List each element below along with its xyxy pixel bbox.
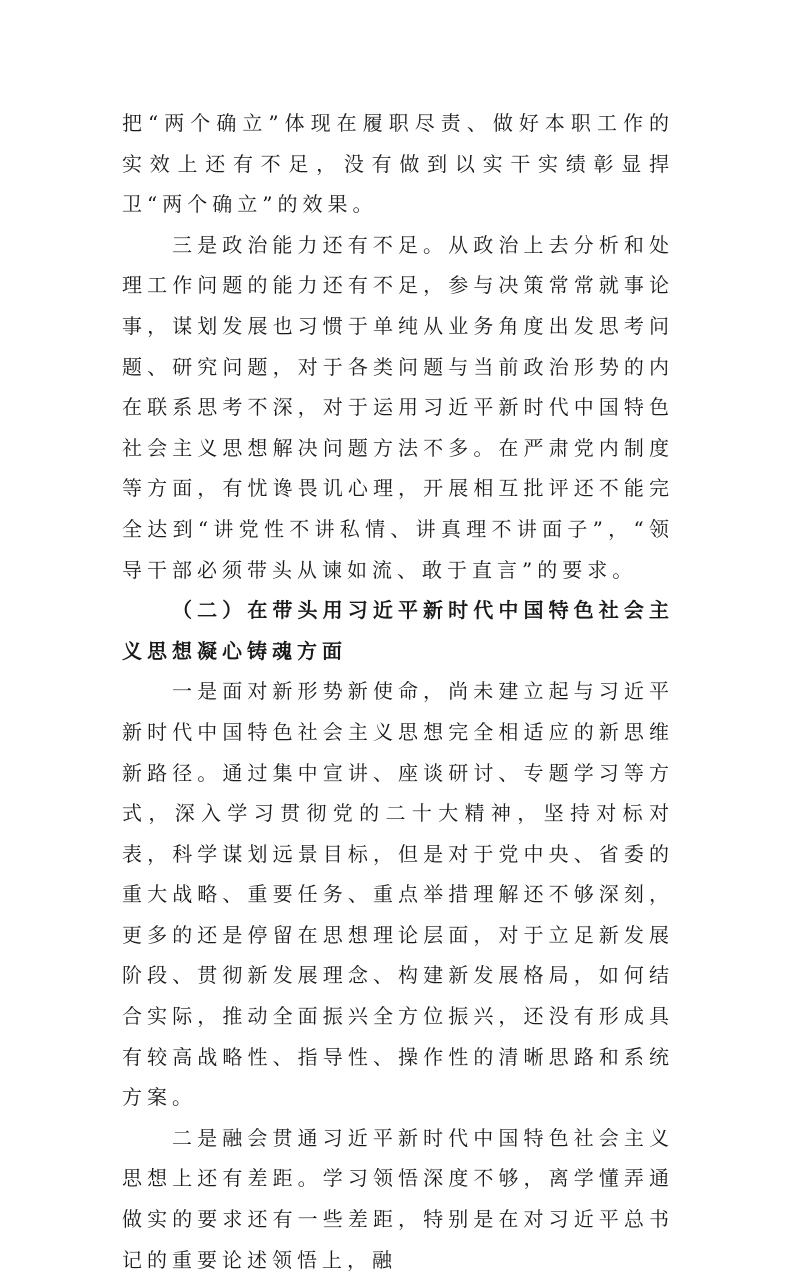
- paragraph-continuation: 把“两个确立”体现在履职尽责、做好本职工作的实效上还有不足，没有做到以实干实绩彰显捍卫“两个确立”的效果。: [122, 111, 674, 217]
- paragraph-political-capacity: 三是政治能力还有不足。从政治上去分析和处理工作问题的能力还有不足，参与决策常常就事论事，谋划发展也习惯于单纯从业务角度出发思考问题、研究问题，对于各类问题与当前政治形势的内在联系思考不深，对于运用习近平新时代中国特色社会主义思想解决问题方法不多。在严肃党内制度等方面，有忧谗畏讥心理，开展相互批评还不能完全达到“讲党性不讲私情、讲真理不讲面子”，“领导干部必须带头从谏如流、敢于直言”的要求。: [122, 232, 674, 582]
- paragraph-integration-gap: 二是融会贯通习近平新时代中国特色社会主义思想上还有差距。学习领悟深度不够，离学懂弄通做实的要求还有一些差距，特别是在对习近平总书记的重要论述领悟上，融: [122, 1125, 674, 1272]
- section-heading-2: （二）在带头用习近平新时代中国特色社会主义思想凝心铸魂方面: [122, 598, 674, 663]
- document-body: [122, 103, 674, 1280]
- paragraph-new-mission: 一是面对新形势新使命，尚未建立起与习近平新时代中国特色社会主义思想完全相适应的新思维新路径。通过集中宣讲、座谈研讨、专题学习等方式，深入学习贯彻党的二十大精神，坚持对标对表，科学谋划远景目标，但是对于党中央、省委的重大战略、重要任务、重点举措理解还不够深刻，更多的还是停留在思想理论层面，对于立足新发展阶段、贯彻新发展理念、构建新发展格局，如何结合实际，推动全面振兴全方位振兴，还没有形成具有较高战略性、指导性、操作性的清晰思路和系统方案。: [122, 679, 674, 1110]
